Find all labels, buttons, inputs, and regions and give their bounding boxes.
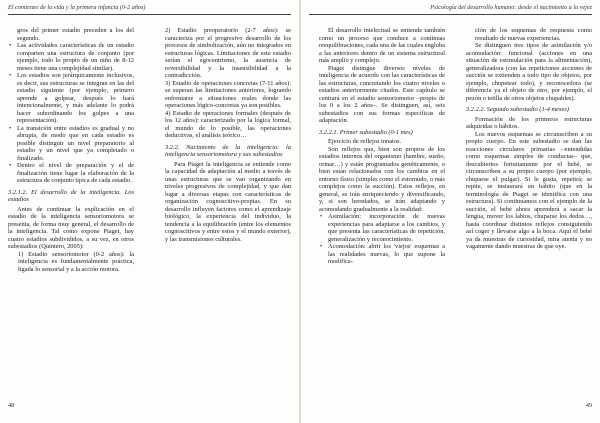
section-heading: 3.2.2. Nacimiento de la inteligencia: la inteligencia sensoriomotora y sus subestadios — [165, 143, 291, 158]
list-item-text: Acomodación: abrir los 'viejos' esquemas a las realidades nuevas, lo que supone la modifica- — [328, 243, 445, 265]
list-item — [9, 162, 134, 185]
list-item: ción de los esquemas de respuesta como resultado de nuevas experiencias. — [475, 27, 592, 42]
right-page-column-2 — [466, 27, 592, 399]
stages-list — [8, 251, 134, 274]
list-item: 1) Estadio sensoriomotor (0-2 años): la inteligencia es fundamentalmente práctica, ligada lo sensorial y a la acción motora. — [18, 250, 134, 273]
list-item-text: Los estadios son jerárquicamente inclusivos, es decir, sus estructuras se integran en las del estadio siguiente (por ejemplo, primero aprende a golpear, después lo hará intencionalmente, y más adelante lo podrá hacer subordinando los golpes a una representación). — [17, 72, 134, 124]
list-item — [9, 42, 134, 72]
right-page-column-1 — [319, 27, 445, 399]
adaptation-list-continued — [466, 27, 592, 42]
subsection-heading: 3.2.2.2. Segundo subestadio (1-4 meses) — [466, 106, 569, 113]
subsection-heading: 3.2.2.1. Primer subestadio (0-1 mes) — [319, 128, 413, 136]
list-item: 4) Estadio de operaciones formales (después de los 12 años): caracterizado por la lógica formal, el mundo de lo posible, las operaciones deductivas, el análisis teórico… — [165, 109, 291, 139]
left-page — [0, 0, 299, 423]
bullet-icon: • — [320, 243, 323, 250]
stages-list-continued — [165, 27, 291, 140]
bullet-icon: • — [9, 162, 12, 169]
body-paragraph: Los nuevos esquemas se circunscriben a su propio cuerpo. En este subestadio se dan las reacciones circulares primarias –entendidas como esquemas simples de conductas– que, descubiertos fortuitamente por el bebé, se circunscriben a su propio cuerpo (por ejemplo, chuparse el pulgar). Si le gusta, repetirá; se repite, se instaurará un hábito (que en la terminología de Piaget se identifica con una estructura). Si continuamos con el ejemplo de la succión, el bebé ahora aprenderá a sacar la lengua, mover los labios, chuparse los dedos…, hasta coordinar distintos reflejos consiguiendo así coger y llevarse algo a la boca. Aquí el bebé ya da muestras de curiosidad, mira atenta y no vagamente dando muestras de que oye. — [466, 130, 592, 250]
right-page — [301, 0, 600, 423]
subsection-title: Formación de los primeros estructuras adquiridas o hábitos. — [466, 115, 592, 130]
list-item — [17, 27, 134, 42]
list-item-text: gros del primer estadio preceden a los del segundo. — [17, 27, 134, 42]
list-item: 3) Estadio de operaciones concretas (7-11 años): se superan las limitaciones anteriores, logrando enfrentarse a situaciones reales donde las operaciones lógico-concretas ya son posibles. — [165, 79, 291, 109]
body-paragraph: Antes de continuar la explicación en el estadio de la inteligencia sensoriomotora se presenta, de forma muy general, el desarrollo de la inteligencia. Tal como expone Piaget, hay cuatro estadios subdivididos, a su vez, en otros subestadios (Quintero, 2005): — [8, 205, 134, 250]
body-paragraph: El desarrollo intelectual se entiende también como un proceso que conduce a continuas reequilibraciones, cada una de las cuales engloba a las anteriores dentro de un sistema estructural más amplio y complejo. — [319, 27, 445, 64]
body-paragraph: Para Piaget la inteligencia se entiende como la capacidad de adaptación al medio a través de unas estructuras que se van organizando en niveles progresivos de complejidad, y que dan lugar a diversas etapas con características de organización cognoscitivo-propias. En su desarrollo influyen factores como el aprendizaje biológico, la experiencia del individuo, la tendencia a la equilibración (entre los elementos cognoscitivos y entre estos y el mundo exterior), y las transmisiones culturales. — [165, 160, 291, 243]
section-heading: 3.2.1.2. El desarrollo de la inteligencia. Los estadios — [8, 188, 134, 203]
body-paragraph: Son reflejos que, bien son propios de los estadios internos del organismo (hambre, sueño, orinar…) y están programados genéticamente, o bien están relacionados con los cambios en el entorno físico (simples como el estornudo, o más complejos como la succión). Estos reflejos, en general, se irán enriqueciendo y diversificando, y, si son heredados, se irán adaptando y acomodando gradualmente a la realidad: — [319, 145, 445, 213]
list-item-text: Las actividades características de un estadio comparten una estructura de conjunto (por ejemplo, todo lo propio de un niño de 8-12 meses tiene una complejidad similar). — [17, 42, 134, 72]
left-page-column-2 — [165, 27, 291, 399]
body-paragraph: Se distinguen tres tipos de asimilación y/o acomodación: funcional (acciones en una situación de estimulación para la alimentación), generalizadora (con las repeticiones acciones de succión se extienden a todo tipo de objetos, por ejemplo, chupetear todo), y reconocedora (se diferencia ya el objeto de otro, por ejemplo, el pezón o tetilla de otros objetos chupables). — [466, 42, 592, 102]
header-rule-right — [309, 14, 592, 15]
list-item-text: La transición entre estadios es gradual y no abrupta, de modo que en cada estadio es posible distinguir un nivel preparatorio al estadio y un nivel que ya completado o finalizado. — [17, 124, 134, 162]
list-item-text: Dentro el nivel de preparación y el de finalización tiene lugar la elaboración de la estructura de conjunto típica de cada estadio. — [17, 162, 134, 184]
list-item — [9, 124, 134, 163]
running-header-left: El comienzo de la vida y la primera infancia (0-2 años) — [8, 4, 146, 11]
bullet-icon: • — [9, 42, 12, 49]
list-item — [320, 243, 445, 266]
page-number-right: 49 — [585, 402, 592, 409]
body-paragraph: Piaget distingue diversos niveles de inteligencia de acuerdo con las características de las estructuras, concretando los cuatro niveles o estadios anteriormente citados. Este capítulo se centrará en el estadio sensoriomotor –propio de los 0 a los 2 años–. Se distinguen, así, seis subestadios con sus formas específicas de adaptación. — [319, 64, 445, 124]
running-header-right: Psicología del desarrollo humano: desde el nacimiento a la vejez — [430, 4, 592, 11]
bullet-icon: • — [9, 72, 12, 79]
subsection-title: Ejercicio de reflejos innatos. — [328, 138, 402, 145]
adaptation-list — [319, 213, 445, 266]
bullet-icon: • — [320, 213, 323, 220]
left-page-column-1 — [8, 27, 134, 399]
page-number-left: 48 — [8, 402, 15, 409]
list-item — [320, 213, 445, 243]
list-item: 2) Estadio preoperatorio (2-7 años): se caracteriza por el progresivo desarrollo de los procesos de simbolización, aún no integrados en estructuras lógicas. Limitaciones de este estadio serían el egocentrismo, la ausencia de reversibilidad y la insensibilidad a la contradicción. — [165, 27, 291, 79]
stage-properties-list — [8, 27, 134, 185]
bullet-icon: • — [9, 124, 12, 132]
list-item — [9, 72, 134, 125]
header-rule-left — [8, 14, 291, 15]
list-item-text: Asimilación: incorporación de nuevas experiencias para adaptarse a los cambios, y que presenta las características de repetición, generalización y reconocimiento. — [328, 213, 445, 243]
